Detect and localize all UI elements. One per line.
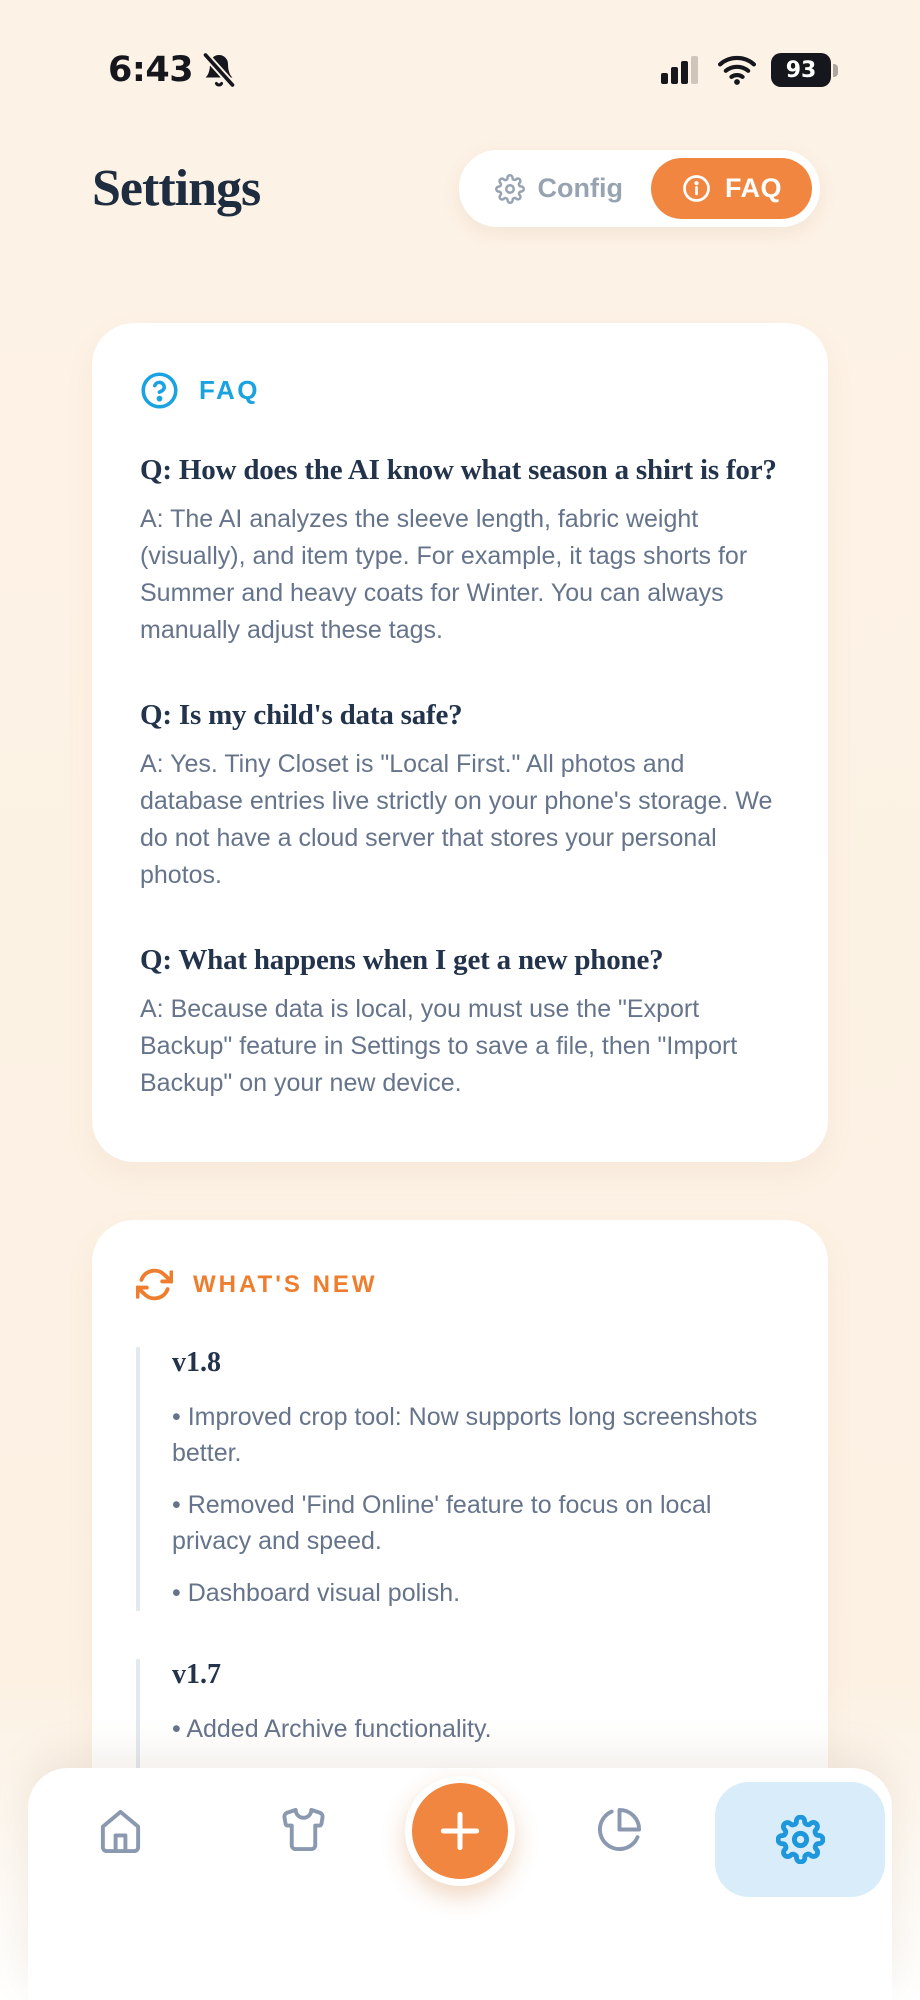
battery-percent: 93 <box>785 57 817 83</box>
nav-stats-button[interactable] <box>596 1806 643 1853</box>
info-circle-icon <box>681 173 712 204</box>
refresh-icon <box>136 1266 173 1303</box>
faq-tab[interactable] <box>651 158 812 219</box>
home-icon <box>97 1808 144 1855</box>
add-item-button[interactable] <box>405 1776 515 1886</box>
whats-new-header <box>136 1266 778 1303</box>
wifi-icon <box>717 54 757 86</box>
version-block <box>136 1347 778 1611</box>
faq-item <box>140 699 778 894</box>
view-toggle <box>459 150 821 227</box>
pie-chart-icon <box>596 1806 643 1853</box>
faq-question: Q: What happens when I get a new phone? <box>140 944 664 976</box>
nav-settings-button[interactable] <box>715 1782 885 1897</box>
status-bar <box>0 0 920 96</box>
faq-card <box>92 323 828 1162</box>
release-note: • Added Archive functionality. <box>172 1715 492 1743</box>
faq-answer: A: Yes. Tiny Closet is "Local First." All photos and database entries live strictly on your phone's storage. We do not have a cloud server that stores your personal photos. <box>140 750 773 889</box>
signal-icon <box>659 54 703 86</box>
config-tab-label: Config <box>537 173 623 203</box>
release-note: • Removed 'Find Online' feature to focus on local privacy and speed. <box>172 1491 712 1555</box>
version-title: v1.8 <box>172 1347 221 1378</box>
bottom-nav <box>28 1768 892 2000</box>
battery-nub <box>833 64 838 77</box>
faq-tab-label: FAQ <box>724 173 782 203</box>
page-title: Settings <box>92 160 261 217</box>
gear-icon <box>495 174 525 204</box>
faq-item <box>140 454 778 649</box>
nav-home-button[interactable] <box>97 1808 144 1855</box>
status-right <box>659 53 838 87</box>
faq-answer: A: The AI analyzes the sleeve length, fabric weight (visually), and item type. For example, it tags shorts for Summer and heavy coats for Winter. You can always manually adjust these tags. <box>140 505 748 644</box>
bell-off-icon <box>201 52 237 88</box>
faq-question: Q: Is my child's data safe? <box>140 699 463 731</box>
faq-card-title: FAQ <box>199 375 260 405</box>
faq-card-header <box>140 371 778 410</box>
nav-closet-button[interactable] <box>280 1806 327 1853</box>
whats-new-title: WHAT'S NEW <box>193 1270 378 1298</box>
release-note: • Dashboard visual polish. <box>172 1579 461 1607</box>
config-tab[interactable] <box>467 173 651 204</box>
settings-gear-icon <box>776 1815 825 1864</box>
faq-question: Q: How does the AI know what season a shirt is for? <box>140 454 777 486</box>
header <box>92 150 820 227</box>
release-note: • Improved crop tool: Now supports long screenshots better. <box>172 1403 758 1467</box>
plus-icon <box>435 1806 485 1856</box>
version-title: v1.7 <box>172 1659 221 1690</box>
battery-icon <box>771 53 838 87</box>
help-circle-icon <box>140 371 179 410</box>
status-time: 6:43 <box>108 50 194 90</box>
faq-item <box>140 944 778 1102</box>
shirt-icon <box>280 1806 327 1853</box>
status-left <box>108 50 237 90</box>
faq-answer: A: Because data is local, you must use the "Export Backup" feature in Settings to save a file, then "Import Backup" on your new device. <box>140 995 738 1097</box>
